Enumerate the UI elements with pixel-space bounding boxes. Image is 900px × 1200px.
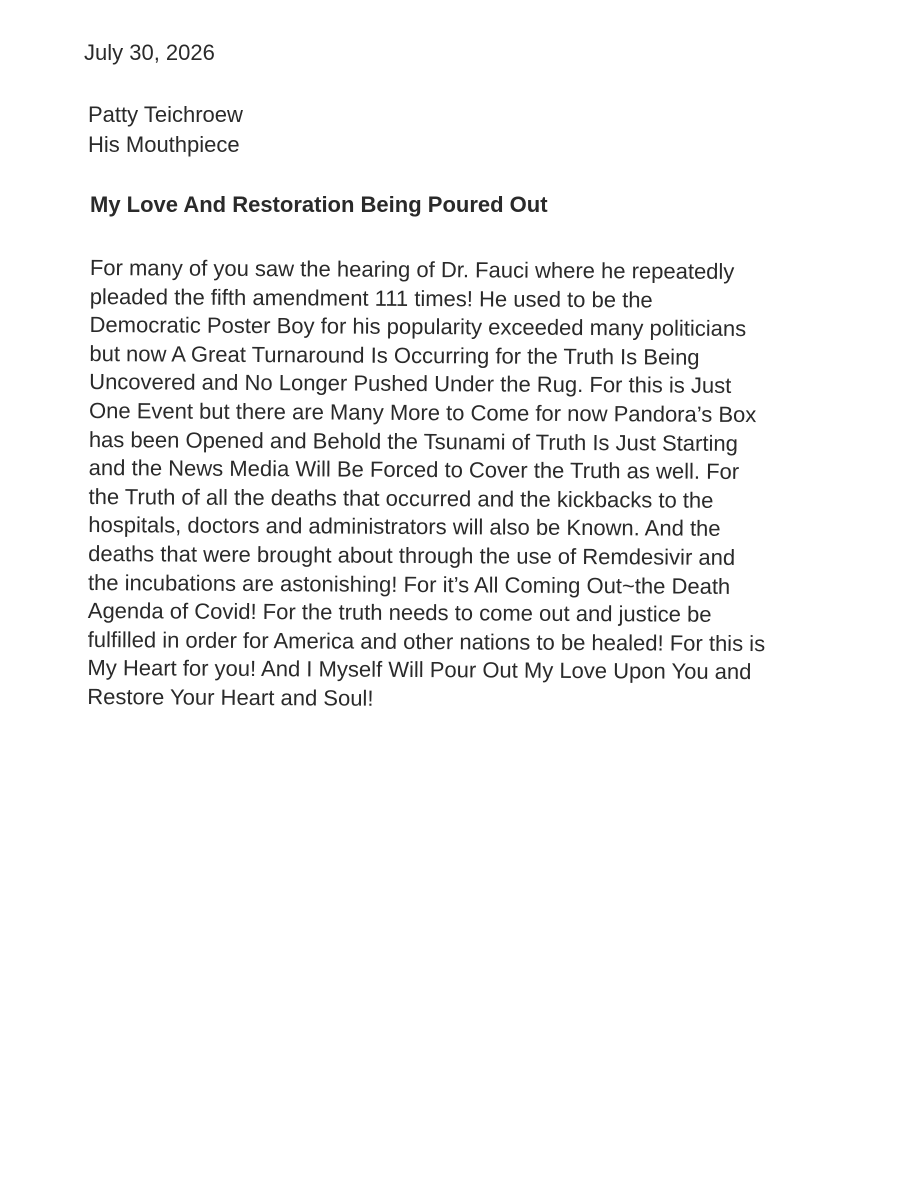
- body-line: and the News Media Will Be Forced to Cover the Truth as well. For: [88, 455, 740, 485]
- body-line: hospitals, doctors and administrators will also be Known. And the: [88, 512, 721, 542]
- body-line: has been Opened and Behold the Tsunami of Truth Is Just Starting: [88, 426, 738, 456]
- body-line: Agenda of Covid! For the truth needs to come out and justice be: [87, 598, 712, 627]
- body-line: Restore Your Heart and Soul!: [87, 683, 374, 711]
- author-block: [88, 100, 243, 160]
- body-line: For many of you saw the hearing of Dr. Fauci where he repeatedly: [89, 254, 735, 284]
- body-line: fulfilled in order for America and other nations to be healed! For this is: [87, 626, 766, 656]
- body-line: pleaded the fifth amendment 111 times! He used to be the: [89, 283, 653, 313]
- body-line: Uncovered and No Longer Pushed Under the Rug. For this is Just: [89, 369, 732, 399]
- author-role: His Mouthpiece: [88, 132, 240, 157]
- letter-body: [87, 254, 870, 716]
- letter-date: July 30, 2026: [84, 40, 215, 65]
- body-line: One Event but there are Many More to Come for now Pandora’s Box: [88, 397, 757, 428]
- body-line: deaths that were brought about through the use of Remdesivir and: [88, 540, 736, 570]
- letter-title: My Love And Restoration Being Poured Out: [90, 192, 548, 217]
- body-line: My Heart for you! And I Myself Will Pour Out My Love Upon You and: [87, 655, 752, 685]
- body-line: but now A Great Turnaround Is Occurring for the Truth Is Being: [89, 340, 700, 370]
- body-line: the incubations are astonishing! For it’s All Coming Out~the Death: [87, 569, 731, 599]
- body-line: Democratic Poster Boy for his popularity exceeded many politicians: [89, 312, 747, 342]
- body-line: the Truth of all the deaths that occurred and the kickbacks to the: [88, 483, 714, 513]
- author-name: Patty Teichroew: [88, 102, 243, 127]
